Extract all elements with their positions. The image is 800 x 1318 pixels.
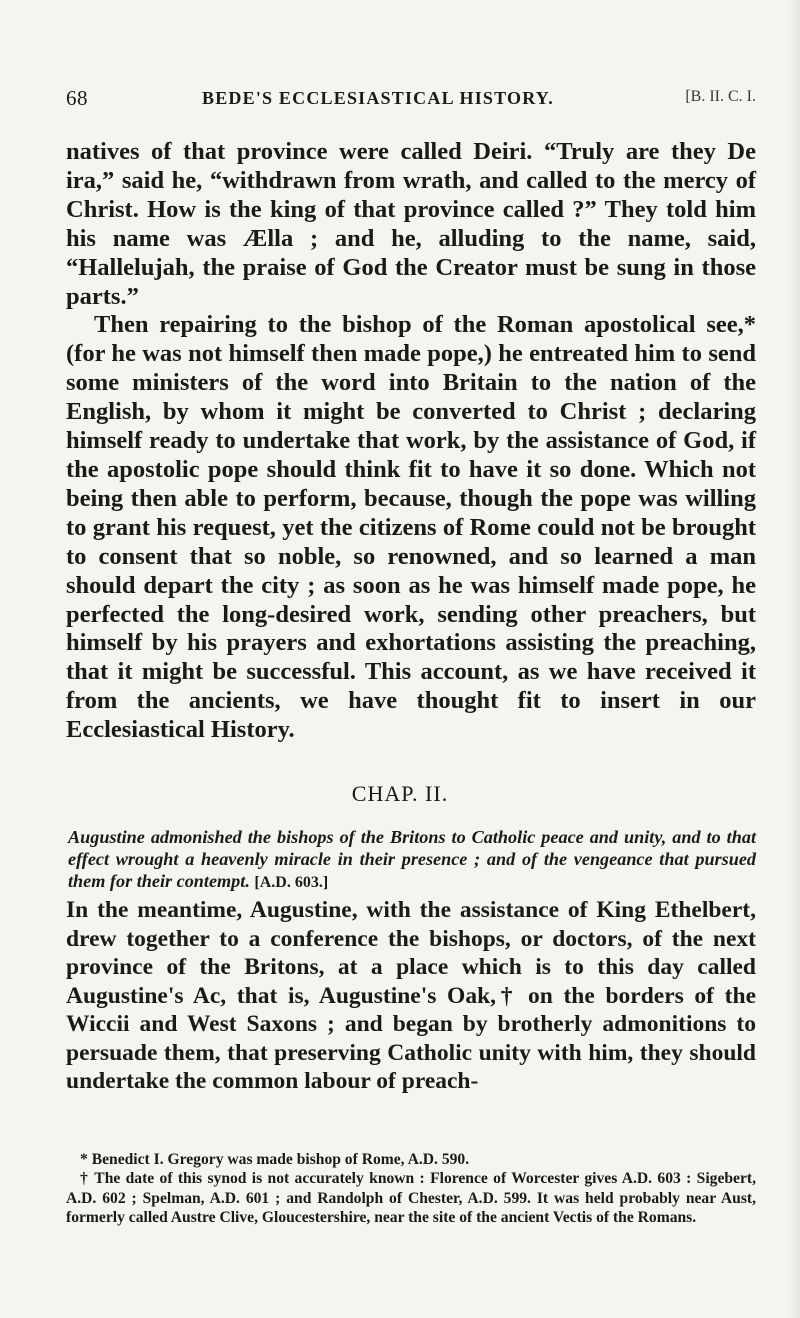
footnotes <box>66 1150 756 1228</box>
book-chapter-reference: [B. II. C. I. <box>685 88 756 105</box>
page-edge-shadow <box>786 0 800 1318</box>
paragraph-roman-see: Then repairing to the bishop of the Roman apostolical see,* (for he was not himself then made pope,) he entreated him to send some ministers of the word into Britain to the nation of the English, by whom it might be converted to Christ ; declaring himself ready to undertake that work, by the assistance of God, if the apostolic pope should think fit to have it so done. Which not being then able to perform, because, though the pope was willing to grant his request, yet the citizens of Rome could not be brought to consent that so noble, so renowned, and so learned a man should depart the city ; as soon as he was himself made pope, he perfected the long-desired work, sending other preachers, but himself by his prayers and exhortations assisting the preaching, that it might be successful. This account, as we have received it from the ancients, we have thought fit to insert in our Ecclesiastical History. <box>66 311 756 744</box>
paragraph-continuation: natives of that province were called Deiri. “Truly are they De ira,” said he, “withdrawn from wrath, and called to the mercy of Christ. How is the king of that province called ?” They told him his name was Ælla ; and he, alluding to the name, said, “Hallelujah, the praise of God the Creator must be sung in those parts.” <box>66 138 756 310</box>
chapter-text: In the meantime, Augustine, with the assistance of King Ethelbert, drew together to a conference the bishops, or doctors, of the next province of the Britons, at a place which is to this day called Augustine's Ac, that is, Augustine's Oak,† on the borders of the Wiccii and West Saxons ; and began by brotherly admonitions to persuade them, that preserving Catholic unity with him, they should undertake the common labour of preach- <box>66 897 756 1094</box>
footnote-1: * Benedict I. Gregory was made bishop of Rome, A.D. 590. <box>80 1151 470 1168</box>
main-text <box>66 138 756 745</box>
chapter-summary <box>68 826 756 894</box>
chapter-summary-text: Augustine admonished the bishops of the Britons to Catholic peace and unity, and to that effect wrought a heavenly miracle in their presence ; and of the vengeance that pursued them for their contempt. <box>68 827 756 891</box>
running-title: BEDE'S ECCLESIASTICAL HISTORY. <box>202 88 555 108</box>
running-header <box>66 86 756 114</box>
page-number: 68 <box>66 86 88 110</box>
chapter-heading: CHAP. II. <box>351 781 449 806</box>
footnote-2: † The date of this synod is not accurately known : Florence of Worcester gives A.D. 603 : Sigebert, A.D. 602 ; Spelman, A.D. 601 ; and Randolph of Chester, A.D. 599. It was held probably near Aust, formerly called Austre Clive, Gloucestershire, near the site of the ancient Vectis of the Romans. <box>66 1170 756 1227</box>
chapter-date: [A.D. 603.] <box>254 874 329 891</box>
